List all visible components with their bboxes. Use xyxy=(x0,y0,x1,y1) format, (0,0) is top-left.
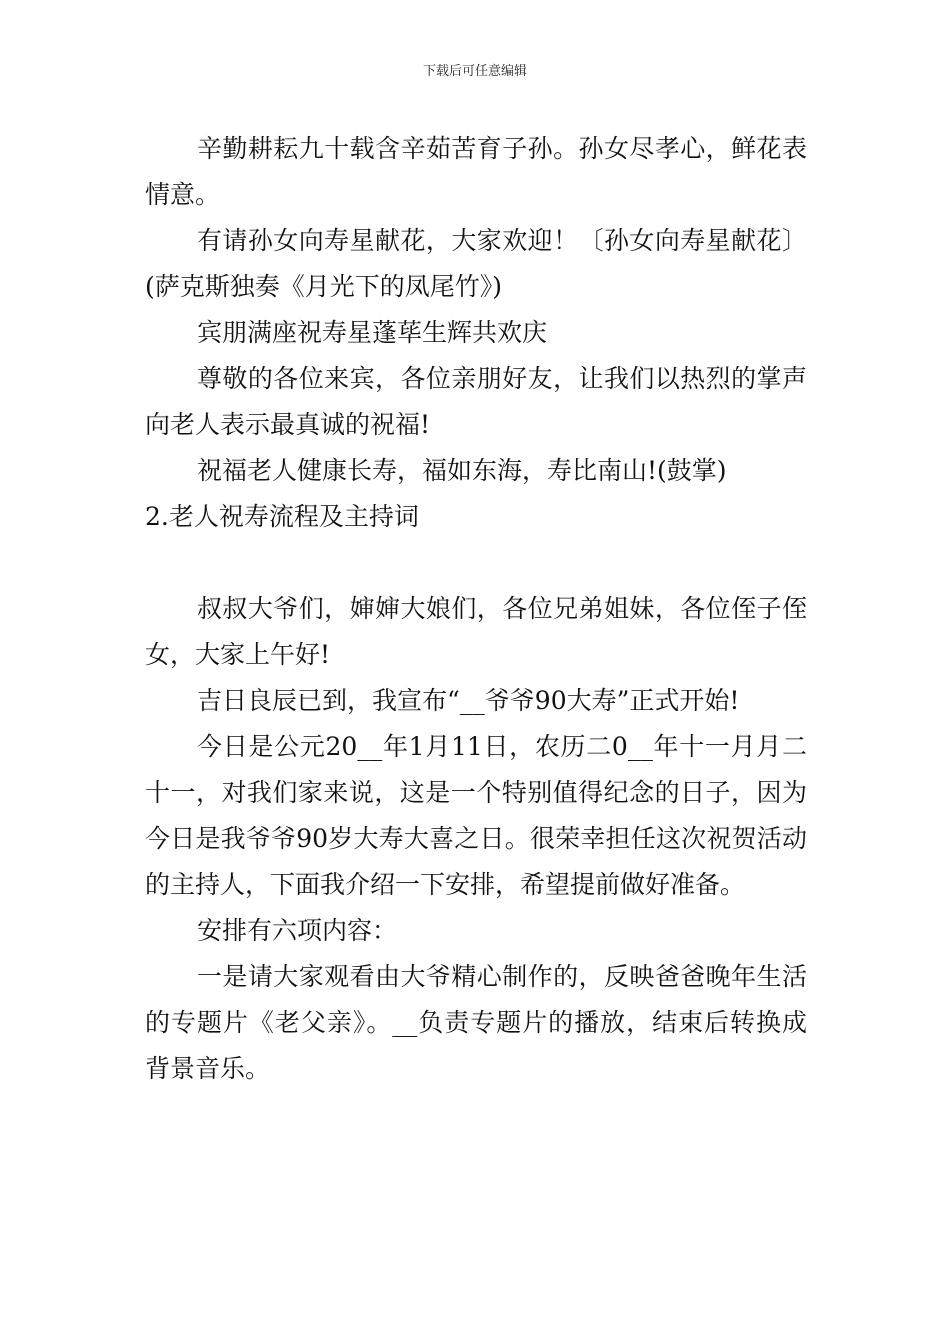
paragraph-longevity-wish: 祝福老人健康长寿，福如东海，寿比南山!(鼓掌) xyxy=(197,456,727,485)
paragraph-agenda-count: 安排有六项内容： xyxy=(197,916,398,945)
paragraph-flower-presentation: 有请孙女向寿星献花，大家欢迎！〔孙女向寿星献花〕(萨克斯独奏《月光下的凤尾竹》) xyxy=(145,226,807,301)
page-header: 下载后可任意编辑 xyxy=(422,64,527,79)
section-spacer xyxy=(145,540,807,586)
paragraph-guests-celebrate: 宾朋满座祝寿星蓬荜生辉共欢庆 xyxy=(197,318,548,347)
paragraph-greeting: 叔叔大爷们，婶婶大娘们，各位兄弟姐妹，各位侄子侄女，大家上午好! xyxy=(145,594,807,669)
document-body xyxy=(145,126,807,1092)
paragraph-applause-request: 尊敬的各位来宾，各位亲朋好友，让我们以热烈的掌声向老人表示最真诚的祝福! xyxy=(145,364,807,439)
paragraph-blessing-intro: 辛勤耕耘九十载含辛茹苦育子孙。孙女尽孝心，鲜花表情意。 xyxy=(145,134,807,209)
section-heading: 2.老人祝寿流程及主持词 xyxy=(145,502,419,531)
paragraph-opening-announcement: 吉日良辰已到，我宣布“__爷爷90大寿”正式开始! xyxy=(197,686,740,715)
paragraph-date-introduction: 今日是公元20__年1月11日，农历二0__年十一月月二十一，对我们家来说，这是一个特别值得纪念的日子，因为今日是我爷爷90岁大寿大喜之日。很荣幸担任这次祝贺活动的主持人，下面我介绍一下安排，希望提前做好准备。 xyxy=(145,732,807,899)
paragraph-agenda-item-one: 一是请大家观看由大爷精心制作的，反映爸爸晚年生活的专题片《老父亲》。__负责专题片的播放，结束后转换成背景音乐。 xyxy=(145,962,807,1083)
